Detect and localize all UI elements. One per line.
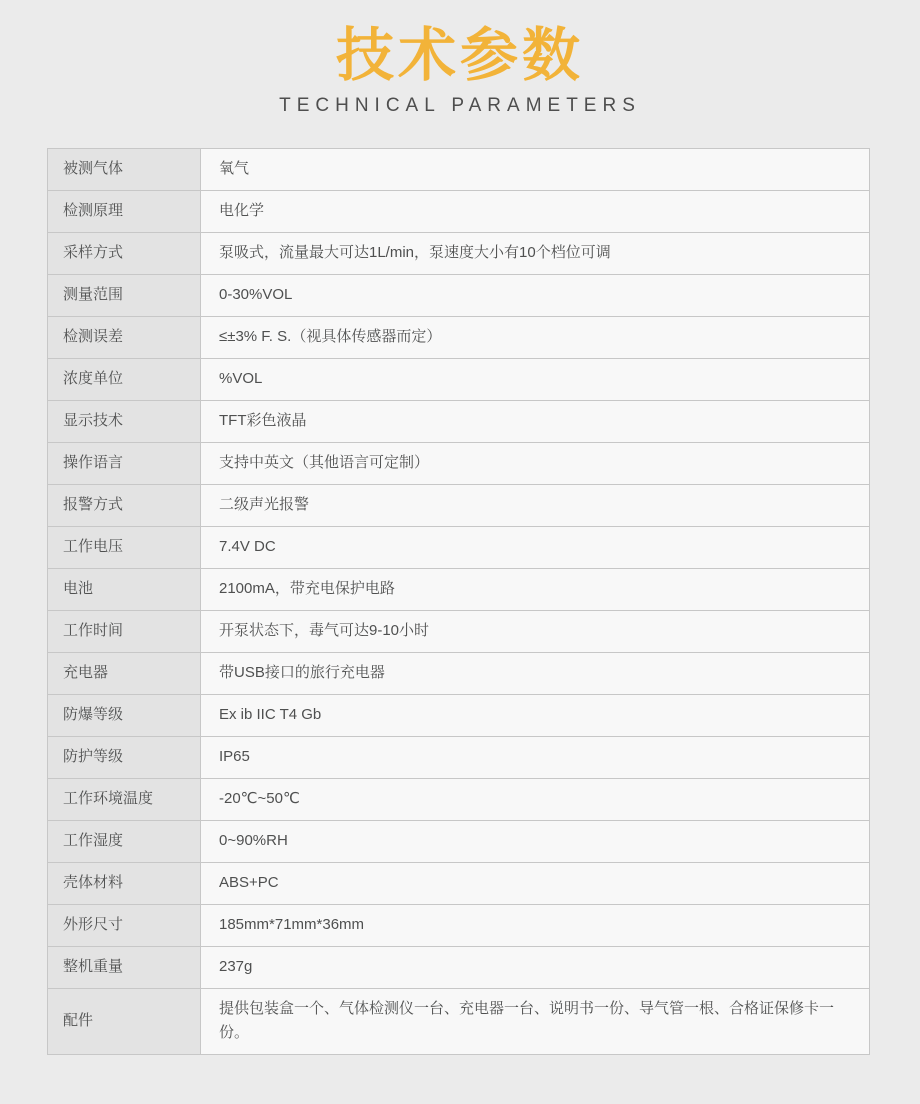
spec-label-cell: 浓度单位 bbox=[48, 358, 201, 400]
spec-label-cell: 报警方式 bbox=[48, 484, 201, 526]
spec-value-cell: 支持中英文（其他语言可定制） bbox=[201, 442, 870, 484]
spec-row bbox=[48, 316, 870, 358]
spec-value-cell: 提供包装盒一个、气体检测仪一台、充电器一台、说明书一份、导气管一根、合格证保修卡一份。 bbox=[201, 988, 870, 1054]
spec-row bbox=[48, 484, 870, 526]
spec-value-cell: 2100mA，带充电保护电路 bbox=[201, 568, 870, 610]
spec-row bbox=[48, 652, 870, 694]
spec-value-cell: 7.4V DC bbox=[201, 526, 870, 568]
spec-value-cell: 0-30%VOL bbox=[201, 274, 870, 316]
spec-row bbox=[48, 736, 870, 778]
spec-table bbox=[47, 148, 870, 1055]
spec-value-cell: 带USB接口的旅行充电器 bbox=[201, 652, 870, 694]
spec-row bbox=[48, 148, 870, 190]
spec-value-cell: -20℃~50℃ bbox=[201, 778, 870, 820]
spec-label-cell: 检测原理 bbox=[48, 190, 201, 232]
spec-label-cell: 工作环境温度 bbox=[48, 778, 201, 820]
spec-value-cell: Ex ib IIC T4 Gb bbox=[201, 694, 870, 736]
spec-row bbox=[48, 568, 870, 610]
page-subtitle: TECHNICAL PARAMETERS bbox=[279, 94, 641, 116]
spec-value-cell: 185mm*71mm*36mm bbox=[201, 904, 870, 946]
spec-label-cell: 工作电压 bbox=[48, 526, 201, 568]
spec-value-cell: 0~90%RH bbox=[201, 820, 870, 862]
spec-label-cell: 防护等级 bbox=[48, 736, 201, 778]
spec-label-cell: 测量范围 bbox=[48, 274, 201, 316]
spec-row bbox=[48, 862, 870, 904]
spec-label-cell: 整机重量 bbox=[48, 946, 201, 988]
spec-label-cell: 外形尺寸 bbox=[48, 904, 201, 946]
spec-row bbox=[48, 694, 870, 736]
spec-label-cell: 电池 bbox=[48, 568, 201, 610]
spec-label-cell: 显示技术 bbox=[48, 400, 201, 442]
spec-row bbox=[48, 274, 870, 316]
spec-label-cell: 被测气体 bbox=[48, 148, 201, 190]
spec-row bbox=[48, 946, 870, 988]
spec-value-cell: 泵吸式，流量最大可达1L/min，泵速度大小有10个档位可调 bbox=[201, 232, 870, 274]
spec-label-cell: 采样方式 bbox=[48, 232, 201, 274]
spec-row bbox=[48, 778, 870, 820]
spec-label-cell: 充电器 bbox=[48, 652, 201, 694]
spec-row bbox=[48, 820, 870, 862]
spec-row bbox=[48, 442, 870, 484]
spec-label-cell: 防爆等级 bbox=[48, 694, 201, 736]
spec-row bbox=[48, 190, 870, 232]
spec-label-cell: 操作语言 bbox=[48, 442, 201, 484]
spec-row bbox=[48, 610, 870, 652]
spec-label-cell: 工作湿度 bbox=[48, 820, 201, 862]
spec-row bbox=[48, 526, 870, 568]
spec-value-cell: 电化学 bbox=[201, 190, 870, 232]
spec-row bbox=[48, 358, 870, 400]
spec-value-cell: ABS+PC bbox=[201, 862, 870, 904]
page-title: 技术参数 bbox=[335, 23, 584, 88]
spec-value-cell: 二级声光报警 bbox=[201, 484, 870, 526]
section-header bbox=[0, 0, 920, 117]
spec-value-cell: %VOL bbox=[201, 358, 870, 400]
spec-value-cell: 氧气 bbox=[201, 148, 870, 190]
spec-label-cell: 壳体材料 bbox=[48, 862, 201, 904]
spec-row bbox=[48, 232, 870, 274]
spec-label-cell: 检测误差 bbox=[48, 316, 201, 358]
spec-value-cell: ≤±3% F. S.（视具体传感器而定） bbox=[201, 316, 870, 358]
spec-value-cell: IP65 bbox=[201, 736, 870, 778]
spec-value-cell: TFT彩色液晶 bbox=[201, 400, 870, 442]
spec-label-cell: 配件 bbox=[48, 988, 201, 1054]
spec-label-cell: 工作时间 bbox=[48, 610, 201, 652]
spec-row bbox=[48, 988, 870, 1054]
spec-table-body bbox=[48, 148, 870, 1054]
spec-row bbox=[48, 904, 870, 946]
spec-row bbox=[48, 400, 870, 442]
spec-value-cell: 237g bbox=[201, 946, 870, 988]
spec-value-cell: 开泵状态下，毒气可达9-10小时 bbox=[201, 610, 870, 652]
